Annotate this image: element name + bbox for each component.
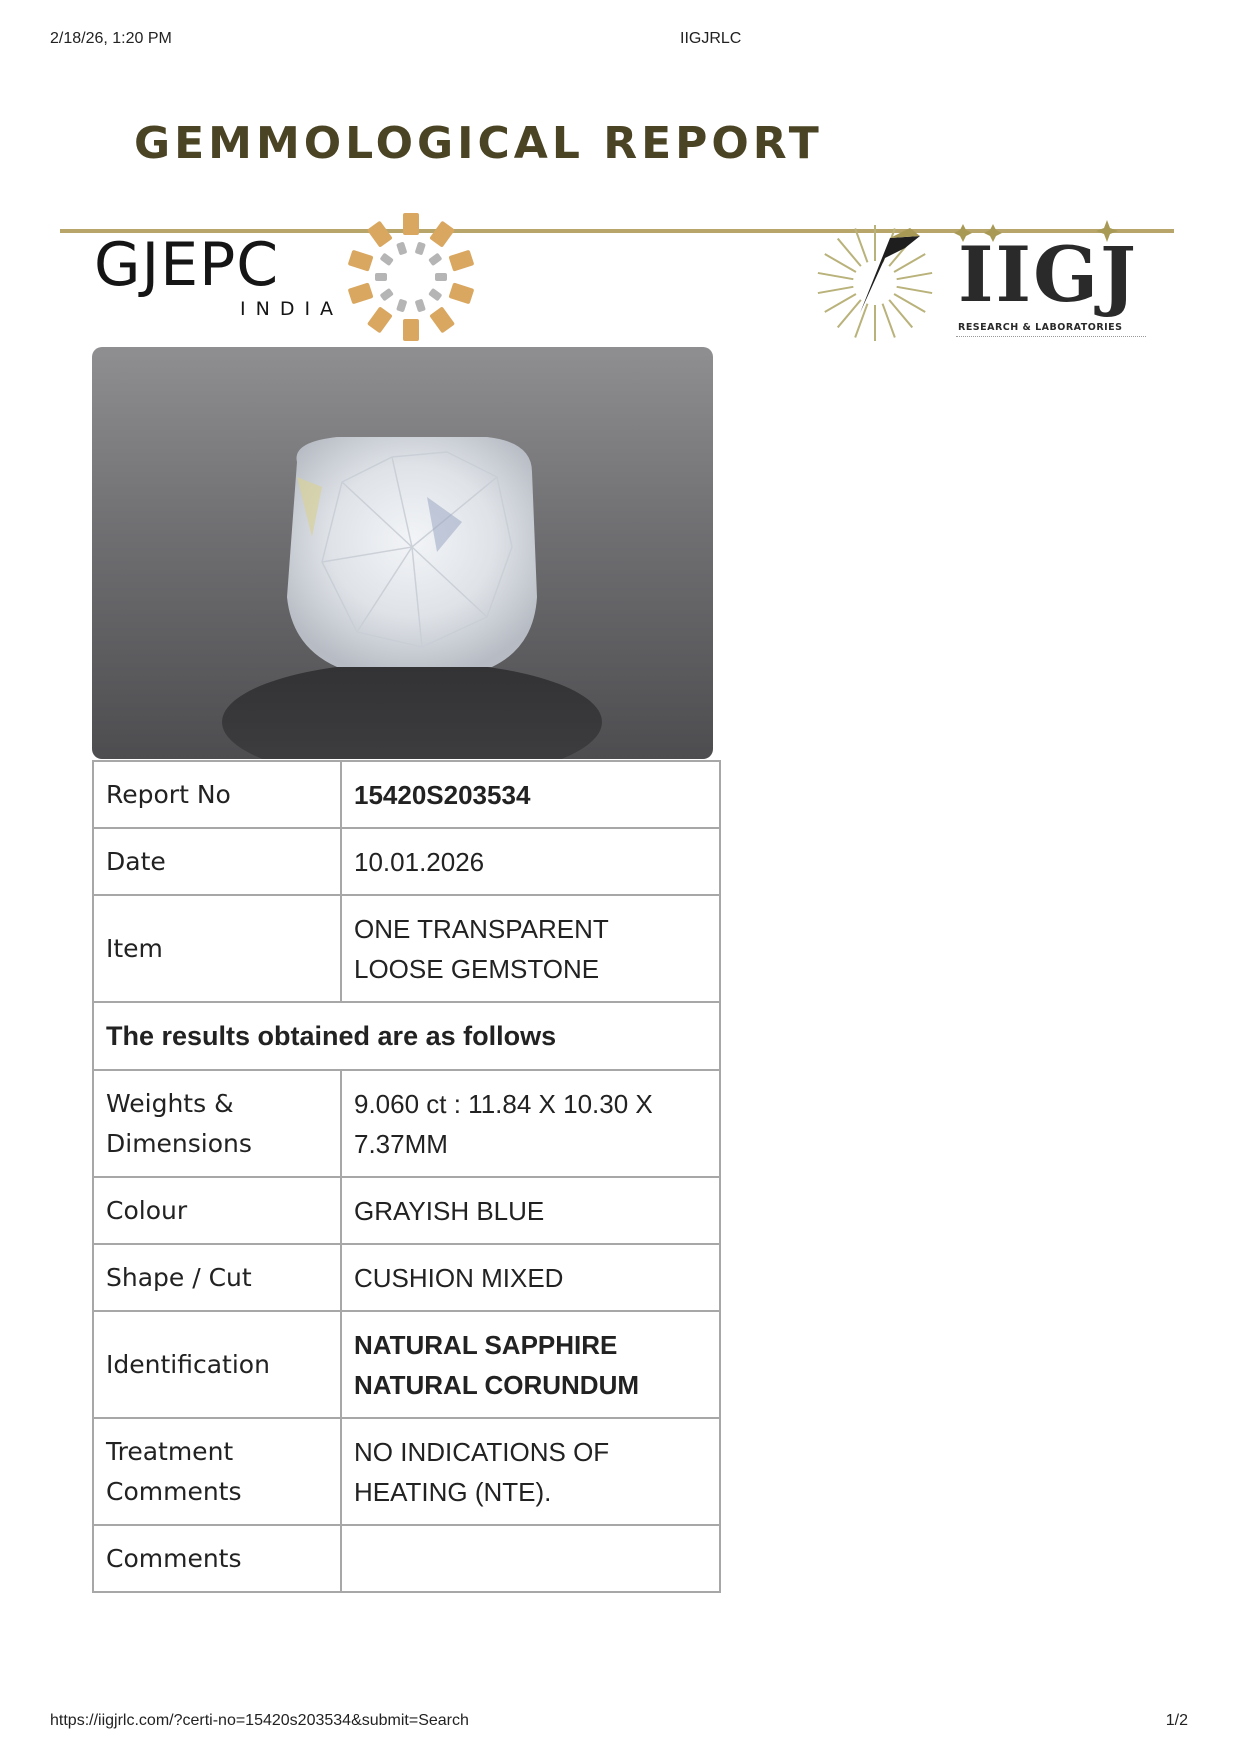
treatment-value (341, 1418, 720, 1525)
table-row-date (93, 828, 720, 895)
comments-value (341, 1525, 720, 1592)
table-row-colour (93, 1177, 720, 1244)
identification-value-line1: NATURAL SAPPHIRE (354, 1329, 618, 1360)
gjepc-sun-emblem-icon (346, 212, 476, 342)
table-row-shape (93, 1244, 720, 1311)
results-heading: The results obtained are as follows (93, 1002, 720, 1070)
print-url: https://iigjrlc.com/?certi-no=15420s203534&submit=Search (50, 1712, 469, 1729)
table-row-report-no (93, 761, 720, 828)
gjepc-logo-subtext: INDIA (240, 298, 344, 320)
table-row-item (93, 895, 720, 1002)
report-details-table (92, 760, 721, 1593)
weights-label-line1: Weights & (106, 1088, 234, 1118)
table-row-weights (93, 1070, 720, 1177)
gjepc-logo-text: GJEPC (94, 230, 280, 300)
report-no-label: Report No (93, 761, 341, 828)
gjepc-logo (92, 212, 492, 342)
weights-label-line2: Dimensions (106, 1128, 252, 1158)
print-datetime: 2/18/26, 1:20 PM (50, 30, 172, 47)
treatment-label-line1: Treatment (106, 1436, 234, 1466)
print-page-title: IIGJRLC (680, 30, 742, 47)
report-title: GEMMOLOGICAL REPORT (134, 118, 823, 169)
iigj-logo (810, 212, 1180, 352)
treatment-value-line2: HEATING (NTE). (354, 1476, 552, 1507)
identification-value (341, 1311, 720, 1418)
identification-label: Identification (93, 1311, 341, 1418)
iigj-logo-tagline-line (956, 336, 1146, 341)
comments-label: Comments (93, 1525, 341, 1592)
weights-value (341, 1070, 720, 1177)
treatment-value-line1: NO INDICATIONS OF (354, 1436, 610, 1467)
iigj-logo-text: IIGJ (958, 230, 1138, 319)
gemstone-photo (92, 347, 713, 759)
report-no-value: 15420S203534 (341, 761, 720, 828)
item-value-line1: ONE TRANSPARENT (354, 913, 609, 944)
print-footer (0, 1712, 1240, 1736)
date-value: 10.01.2026 (341, 828, 720, 895)
treatment-label-line2: Comments (106, 1476, 242, 1506)
item-value-line2: LOOSE GEMSTONE (354, 953, 600, 984)
weights-value-line2: 7.37MM (354, 1128, 448, 1159)
item-value (341, 895, 720, 1002)
shape-value: CUSHION MIXED (341, 1244, 720, 1311)
weights-value-line1: 9.060 ct : 11.84 X 10.30 X (354, 1088, 653, 1119)
table-row-results-heading (93, 1002, 720, 1070)
print-page-number: 1/2 (1165, 1712, 1188, 1729)
colour-label: Colour (93, 1177, 341, 1244)
date-label: Date (93, 828, 341, 895)
identification-value-line2: NATURAL CORUNDUM (354, 1369, 640, 1400)
table-row-treatment (93, 1418, 720, 1525)
table-row-comments (93, 1525, 720, 1592)
shape-label: Shape / Cut (93, 1244, 341, 1311)
print-header (0, 30, 1240, 54)
gemstone-image (92, 347, 713, 759)
treatment-label (93, 1418, 341, 1525)
iigj-logo-subtext: RESEARCH & LABORATORIES (958, 322, 1123, 333)
item-label: Item (93, 895, 341, 1002)
iigj-starburst-icon (810, 218, 940, 348)
colour-value: GRAYISH BLUE (341, 1177, 720, 1244)
weights-label (93, 1070, 341, 1177)
table-row-identification (93, 1311, 720, 1418)
